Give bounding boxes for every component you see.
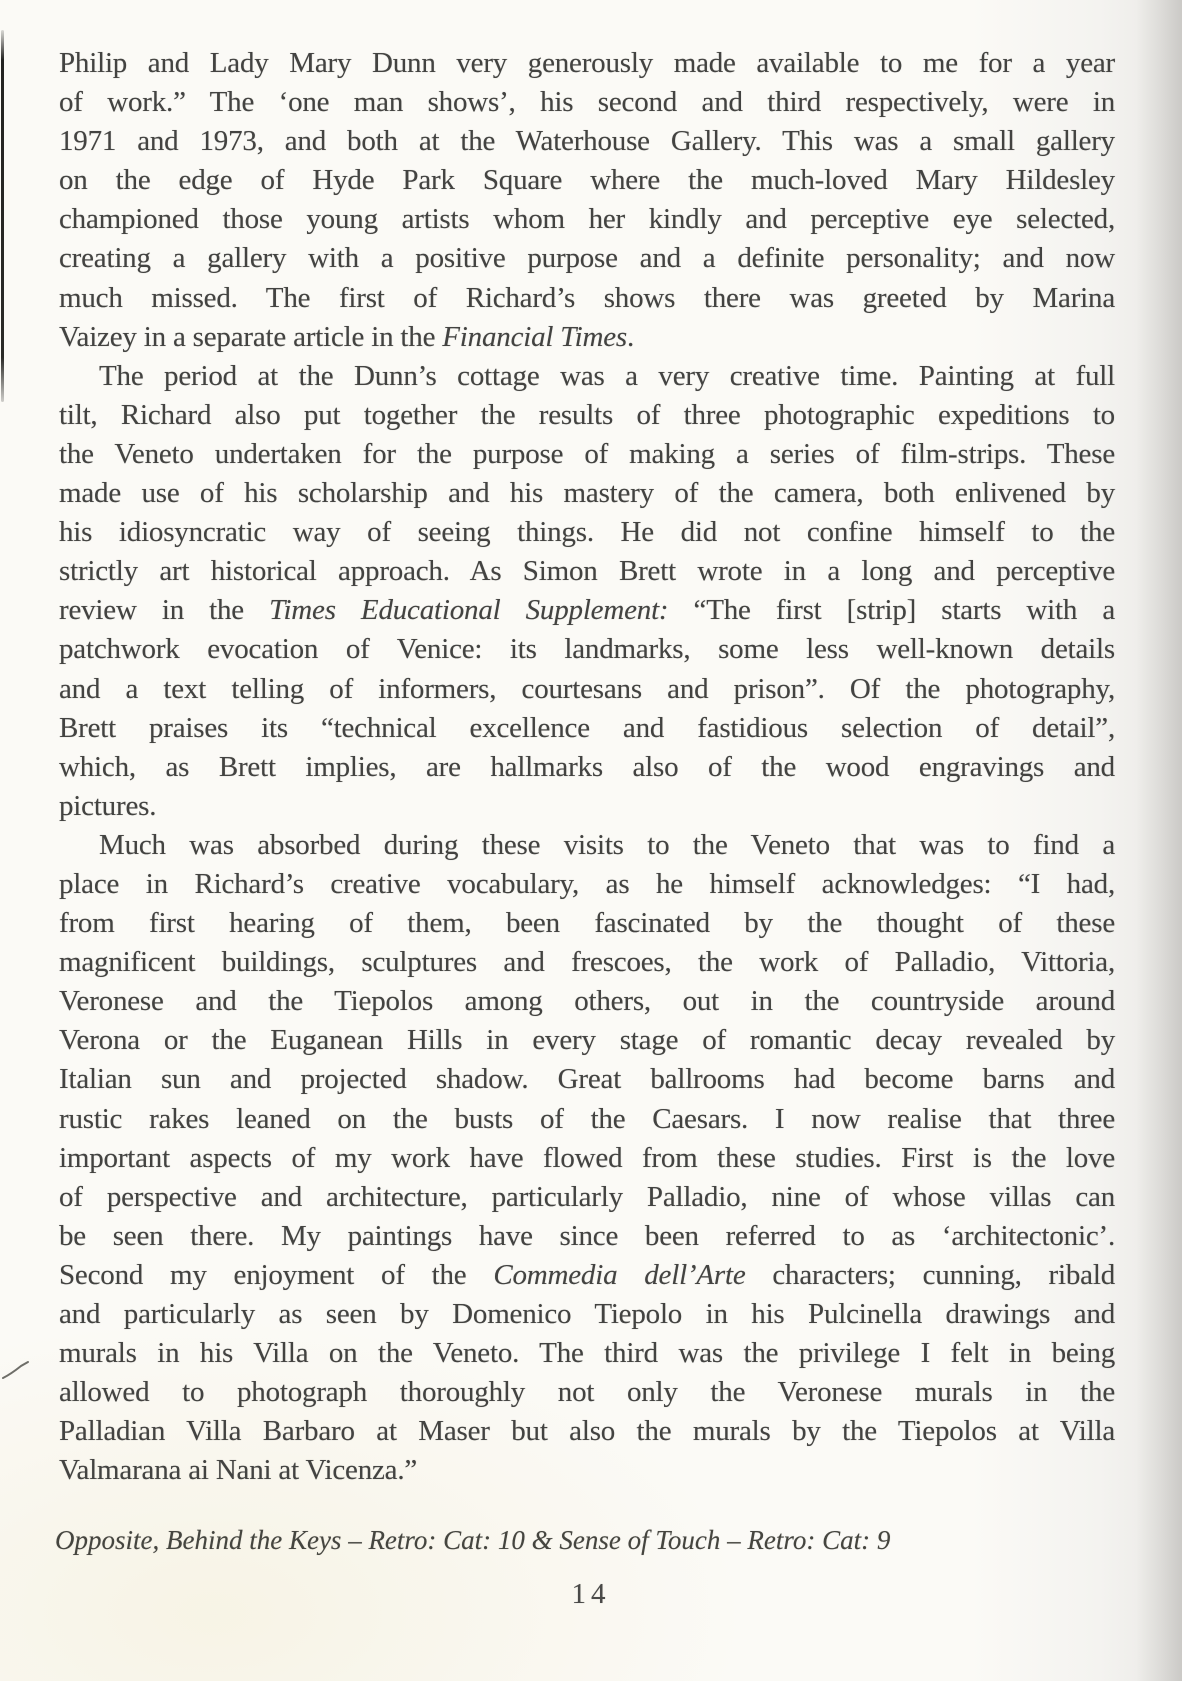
text-line: creating a gallery with a positive purpose and a definite personality; and now — [59, 242, 1115, 275]
text-line: pictures. — [59, 789, 157, 822]
text-line: allowed to photograph thoroughly not only the Veronese murals in the — [59, 1376, 1115, 1409]
caption: Opposite, Behind the Keys – Retro: Cat: 10 & Sense of Touch – Retro: Cat: 9 — [55, 1525, 891, 1555]
text-line: made use of his scholarship and his mastery of the camera, both enlivened by — [59, 477, 1115, 510]
text-line: the Veneto undertaken for the purpose of making a series of film-strips. These — [59, 437, 1115, 470]
text-line: Much was absorbed during these visits to the Veneto that was to find a — [99, 828, 1115, 861]
scan-edge-line — [1, 30, 4, 402]
text-line: magnificent buildings, sculptures and frescoes, the work of Palladio, Vittoria, — [59, 946, 1115, 979]
text-line: Palladian Villa Barbaro at Maser but also the murals by the Tiepolos at Villa — [59, 1415, 1115, 1448]
page-number: 14 — [571, 1578, 611, 1610]
text-line: rustic rakes leaned on the busts of the Caesars. I now realise that three — [59, 1102, 1115, 1135]
text-line: tilt, Richard also put together the results of three photographic expeditions to — [59, 398, 1115, 431]
text-line: Valmarana ai Nani at Vicenza.” — [59, 1454, 418, 1487]
text-line: championed those young artists whom her kindly and perceptive eye selected, — [59, 203, 1115, 236]
body-text — [59, 44, 1115, 1490]
text-line: The period at the Dunn’s cottage was a very creative time. Painting at full — [99, 359, 1115, 392]
text-line: murals in his Villa on the Veneto. The third was the privilege I felt in being — [59, 1337, 1115, 1370]
text-line: Vaizey in a separate article in the Financial Times. — [59, 320, 635, 353]
text-line: Veronese and the Tiepolos among others, out in the countryside around — [59, 985, 1115, 1018]
text-line: which, as Brett implies, are hallmarks also of the wood engravings and — [59, 750, 1115, 783]
text-line: strictly art historical approach. As Simon Brett wrote in a long and perceptive — [59, 555, 1115, 588]
paragraph — [59, 44, 1115, 357]
text-line: of perspective and architecture, particularly Palladio, nine of whose villas can — [59, 1180, 1115, 1213]
text-line: patchwork evocation of Venice: its landmarks, some less well-known details — [59, 633, 1115, 666]
text-line: from first hearing of them, been fascinated by the thought of these — [59, 907, 1115, 940]
text-line: and a text telling of informers, courtesans and prison”. Of the photography, — [59, 672, 1115, 705]
text-line: Italian sun and projected shadow. Great ballrooms had become barns and — [59, 1063, 1115, 1096]
text-line: review in the Times Educational Supplement: “The first [strip] starts with a — [59, 594, 1115, 627]
text-line: much missed. The first of Richard’s shows there was greeted by Marina — [59, 281, 1115, 314]
text-line: of work.” The ‘one man shows’, his second and third respectively, were in — [59, 86, 1115, 119]
text-line: Verona or the Euganean Hills in every stage of romantic decay revealed by — [59, 1024, 1115, 1057]
text-line: place in Richard’s creative vocabulary, as he himself acknowledges: “I had, — [59, 867, 1115, 900]
text-line: Philip and Lady Mary Dunn very generously made available to me for a year — [59, 47, 1115, 79]
text-line: Second my enjoyment of the Commedia dell’Arte characters; cunning, ribald — [59, 1258, 1116, 1291]
text-line: be seen there. My paintings have since been referred to as ‘architectonic’. — [59, 1219, 1115, 1252]
text-line: important aspects of my work have flowed from these studies. First is the love — [59, 1141, 1115, 1174]
text-line: on the edge of Hyde Park Square where the much-loved Mary Hildesley — [59, 164, 1115, 197]
paragraph — [59, 826, 1115, 1491]
text-line: his idiosyncratic way of seeing things. He did not confine himself to the — [59, 516, 1115, 549]
scan-shadow-right — [1136, 0, 1182, 1681]
text-line: and particularly as seen by Domenico Tiepolo in his Pulcinella drawings and — [59, 1298, 1115, 1330]
paragraph — [59, 357, 1115, 826]
text-line: 1971 and 1973, and both at the Waterhouse Gallery. This was a small gallery — [59, 125, 1115, 158]
pencil-mark-icon — [1, 1358, 35, 1386]
text-line: Brett praises its “technical excellence and fastidious selection of detail”, — [59, 711, 1115, 744]
